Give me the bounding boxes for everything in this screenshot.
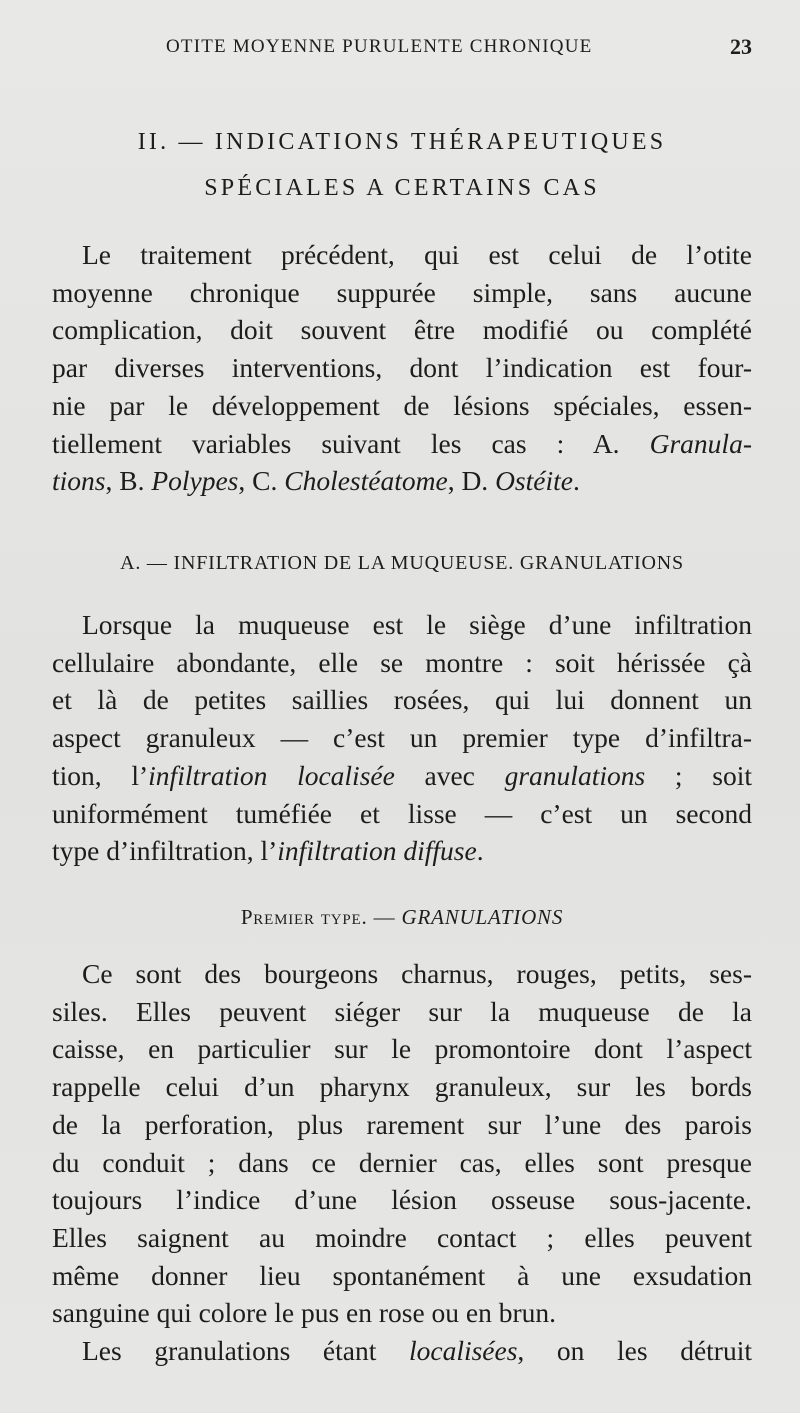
paragraph-line: du conduit ; dans ce dernier cas, elles sont presque bbox=[52, 1146, 752, 1178]
text-span: ; soit bbox=[645, 759, 752, 791]
text-span: tion, l’ bbox=[52, 759, 149, 791]
paragraph-line: caisse, en particulier sur le promontoire dont l’aspect bbox=[52, 1033, 752, 1065]
page-number: 23 bbox=[730, 34, 752, 59]
paragraph-line: Lorsque la muqueuse est le siège d’une infiltration bbox=[82, 609, 752, 640]
text-span: , on les détruit bbox=[517, 1335, 752, 1366]
text-span: , B. bbox=[105, 465, 152, 497]
paragraph-line: moyenne chronique suppurée simple, sans aucune bbox=[52, 276, 752, 308]
text-span: , D. bbox=[447, 465, 496, 497]
subsection-heading-premier-type bbox=[52, 905, 752, 930]
italic-term: Granula- bbox=[649, 427, 752, 459]
text-span: Les granulations étant bbox=[82, 1335, 409, 1366]
paragraph-line: toujours l’indice d’une lésion osseuse sous-jacente. bbox=[52, 1184, 752, 1216]
italic-term: localisées bbox=[408, 1335, 518, 1366]
paragraph-line: aspect granuleux — c’est un premier type d’infiltra- bbox=[52, 722, 752, 754]
subsection-label: Premier type. bbox=[240, 905, 368, 929]
text-span: . bbox=[572, 465, 580, 497]
text-span: tiellement variables suivant les cas : A. bbox=[52, 427, 650, 459]
paragraph-line: complication, doit souvent être modifié ou complété bbox=[52, 314, 752, 346]
running-head bbox=[52, 36, 752, 70]
italic-term: Ostéite bbox=[495, 465, 573, 497]
paragraph-line bbox=[52, 757, 752, 795]
subsection-title: GRANULATIONS bbox=[401, 905, 564, 929]
section-heading-line1: II. — INDICATIONS THÉRAPEUTIQUES bbox=[137, 129, 667, 155]
paragraph-line: de la perforation, plus rarement sur l’une des parois bbox=[52, 1108, 752, 1140]
paragraph-line bbox=[52, 425, 752, 463]
italic-term: granulations bbox=[504, 759, 646, 791]
text-span: type d’infiltration, l’ bbox=[52, 835, 278, 867]
italic-term: tions bbox=[52, 465, 106, 497]
paragraph-line bbox=[52, 1332, 752, 1370]
paragraph-line bbox=[52, 832, 752, 870]
running-head-title: OTITE MOYENNE PURULENTE CHRONIQUE bbox=[166, 36, 593, 57]
text-span: , C. bbox=[238, 465, 285, 497]
subsection-dash: — bbox=[367, 905, 402, 929]
paragraph-line: Elles saignent au moindre contact ; elles peuvent bbox=[52, 1221, 752, 1253]
paragraph-line: nie par le développement de lésions spéciales, essen- bbox=[52, 389, 752, 421]
paragraph-line: siles. Elles peuvent siéger sur la muqueuse de la bbox=[52, 995, 752, 1027]
paragraph-line: et là de petites saillies rosées, qui lui donnent un bbox=[52, 684, 752, 716]
paragraph-2 bbox=[52, 606, 752, 870]
italic-term: infiltration diffuse bbox=[277, 835, 477, 867]
subsection-heading-a: A. — INFILTRATION DE LA MUQUEUSE. GRANULATIONS bbox=[120, 552, 684, 574]
paragraph-line: Ce sont des bourgeons charnus, rouges, petits, ses- bbox=[82, 958, 752, 989]
paragraph-line bbox=[52, 462, 752, 500]
italic-term: Cholestéatome bbox=[284, 465, 448, 497]
text-span: . bbox=[476, 835, 484, 867]
paragraph-4 bbox=[52, 1332, 752, 1370]
paragraph-line: Le traitement précédent, qui est celui de l’otite bbox=[82, 239, 752, 270]
paragraph-1 bbox=[52, 236, 752, 500]
paragraph-line: par diverses interventions, dont l’indication est four- bbox=[52, 352, 752, 384]
paragraph-line: même donner lieu spontanément à une exsudation bbox=[52, 1259, 752, 1291]
italic-term: infiltration localisée bbox=[148, 759, 395, 791]
paragraph-line: sanguine qui colore le pus en rose ou en brun. bbox=[52, 1297, 557, 1329]
italic-term: Polypes bbox=[151, 465, 239, 497]
section-heading-line2: SPÉCIALES A CERTAINS CAS bbox=[204, 175, 600, 201]
paragraph-line: uniformément tuméfiée et lisse — c’est un second bbox=[52, 797, 752, 829]
paragraph-line: cellulaire abondante, elle se montre : soit hérissée çà bbox=[52, 646, 752, 678]
text-span: avec bbox=[394, 759, 505, 791]
paragraph-line: rappelle celui d’un pharynx granuleux, sur les bords bbox=[52, 1071, 752, 1103]
paragraph-3 bbox=[52, 955, 752, 1332]
